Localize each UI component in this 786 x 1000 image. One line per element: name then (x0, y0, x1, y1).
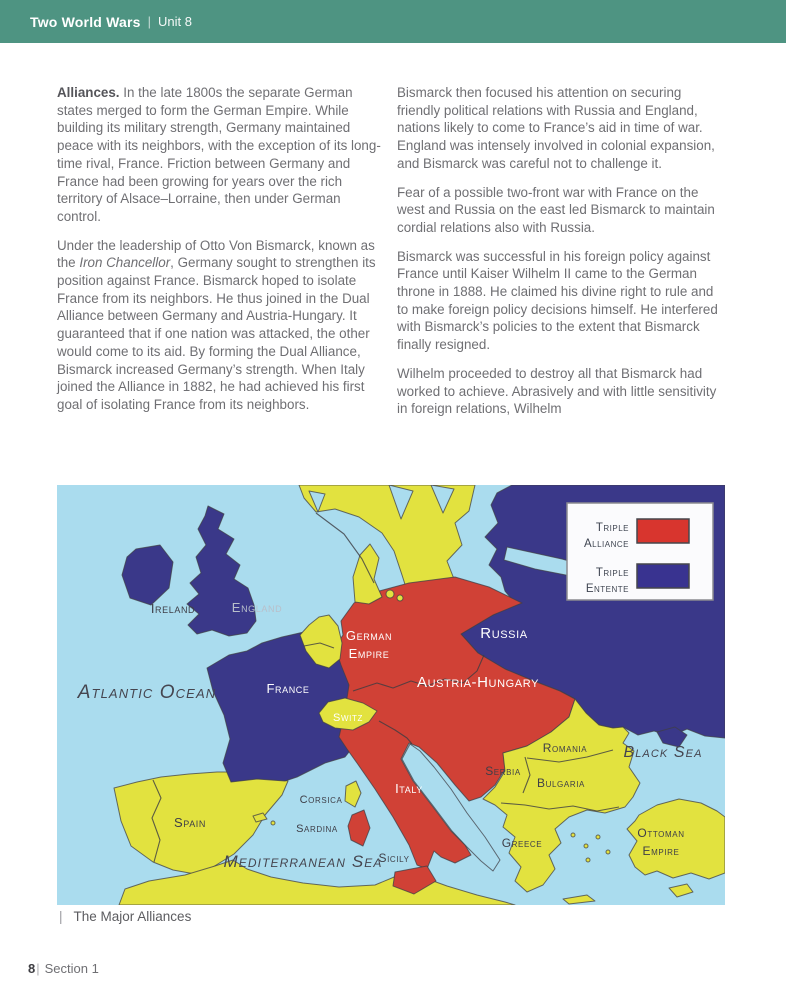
right-column (397, 84, 725, 429)
map-label-sardina: Sardina (296, 823, 338, 835)
unit-number: Unit 8 (158, 14, 193, 29)
text-run: In the late 1800s the separate German states merged to form the German Empire. While building its military strength, Germany maintained peace with its neighbors, with the exception of its long-time rival, France. Friction between Germany and France had been growing for years over the rich territory of Alsace–Lorraine, then under German control. (57, 85, 381, 224)
map-label-england: England (231, 600, 283, 615)
alliances-map (57, 485, 725, 905)
map-label-ottoman: Ottoman (637, 826, 685, 840)
paragraph (397, 248, 725, 354)
map-label-serbia: Serbia (485, 764, 521, 778)
text-run: Iron Chancellor (79, 255, 171, 271)
map-caption (59, 909, 191, 924)
map-label-bulgaria: Bulgaria (537, 776, 585, 790)
map-label-romania: Romania (542, 741, 588, 755)
map-label-switz: Switz (333, 712, 363, 724)
map-label-sicily: Sicily (378, 851, 410, 865)
aegean-island (571, 833, 575, 837)
map-label-ireland: Ireland (150, 601, 196, 616)
section-label: Section 1 (44, 961, 99, 976)
map-label-empire: Empire (642, 844, 680, 858)
page-number: 8 (28, 961, 36, 976)
paragraph (57, 237, 385, 414)
caption-text: The Major Alliances (73, 909, 192, 924)
europe-map-svg (57, 485, 725, 905)
legend-swatch (637, 519, 689, 543)
unit-title: Two World Wars (30, 13, 141, 30)
legend-label: Triple (595, 567, 629, 579)
paragraph (397, 184, 725, 237)
paragraph (397, 365, 725, 418)
map-label-empire: Empire (348, 646, 390, 661)
caption-bar: | (59, 909, 63, 924)
map-label-austria-hungary: Austria-Hungary (416, 674, 540, 691)
danish-island (397, 595, 403, 601)
header-separator: | (147, 14, 152, 29)
map-label-russia: Russia (480, 625, 528, 642)
island-balearics (271, 821, 275, 825)
map-label-atlantic-ocean: Atlantic Ocean (77, 682, 217, 703)
article-body (57, 84, 725, 429)
map-label-greece: Greece (501, 836, 543, 850)
map-label-corsica: Corsica (299, 794, 343, 806)
legend-label: Entente (585, 583, 629, 595)
map-label-spain: Spain (173, 815, 207, 830)
paragraph (57, 84, 385, 226)
page-footer (28, 961, 99, 976)
aegean-island (584, 844, 588, 848)
text-run: , Germany sought to strengthen its position against France. Bismarck hoped to isolate France from its neighbors. He thus joined in the Dual Alliance between Germany and Austria-Hungary. It guaranteed that if one nation was attacked, the other would come to its aid. By forming the Dual Alliance, Bismarck increased Germany’s strength. When Italy joined the Alliance in 1882, he had achieved his first goal of isolating France from its neighbors. (57, 255, 376, 412)
paragraph (397, 84, 725, 173)
legend-label: Triple (595, 522, 629, 534)
map-legend (567, 503, 713, 600)
page-header (0, 0, 786, 43)
legend-swatch (637, 564, 689, 588)
text-run: Fear of a possible two-front war with France on the west and Russia on the east led Bismarck to maintain cordial relations also with Russia. (397, 184, 715, 235)
legend-label: Alliance (583, 538, 629, 550)
left-column (57, 84, 385, 429)
map-label-italy: Italy (395, 781, 423, 796)
map-label-france: France (266, 681, 310, 696)
map-label-mediterranean-sea: Mediterranean Sea (223, 852, 383, 871)
text-run: Bismarck was successful in his foreign policy against France until Kaiser Wilhelm II came to the German throne in 1888. He claimed his divine right to rule and to make foreign policy decisions himself. He interfered with Bismarck’s policies to the extent that Bismarck finally resigned. (397, 248, 718, 353)
map-label-german: German (345, 628, 393, 643)
danish-island (386, 590, 394, 598)
text-run: Under the leadership of Otto Von Bismarck, known as the (57, 237, 375, 271)
text-run: Bismarck then focused his attention on securing friendly political relations with Russia and England, nations likely to come to France’s aid in time of war. England was intensely involved in colonial expansion, and Bismarck was careful not to challenge it. (397, 85, 715, 171)
map-label-black-sea: Black Sea (623, 744, 703, 761)
aegean-island (586, 858, 590, 862)
text-run: Wilhelm proceeded to destroy all that Bismarck had worked to achieve. Abrasively and with little sensitivity in foreign relations, Wilhelm (397, 365, 717, 417)
text-run: Alliances. (57, 85, 120, 100)
aegean-island (596, 835, 600, 839)
aegean-island (606, 850, 610, 854)
footer-separator: | (36, 961, 40, 976)
